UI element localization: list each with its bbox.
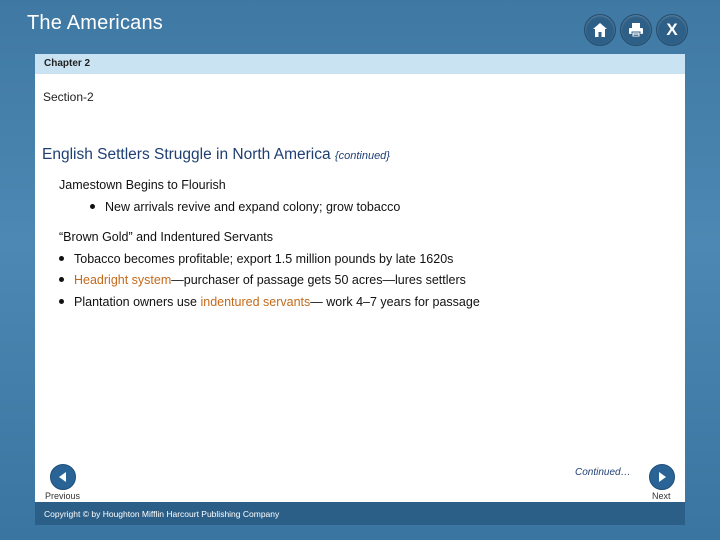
close-icon: X bbox=[666, 20, 678, 39]
close-button[interactable] bbox=[656, 14, 688, 46]
section-label: Section-2 bbox=[43, 90, 94, 104]
previous-button[interactable] bbox=[50, 464, 76, 490]
home-icon bbox=[591, 21, 609, 39]
bullet-text: Tobacco becomes profitable; export 1.5 million pounds by late 1620s bbox=[74, 252, 454, 266]
topic-brown-gold-title: “Brown Gold” and Indentured Servants bbox=[59, 230, 274, 244]
slide-content bbox=[35, 74, 685, 502]
footer-bar bbox=[35, 502, 685, 525]
bullet-text: — work 4–7 years for passage bbox=[310, 295, 480, 309]
term-headright-system[interactable]: Headright system bbox=[74, 273, 172, 287]
arrow-right-icon bbox=[655, 470, 669, 484]
previous-label[interactable]: Previous bbox=[45, 491, 81, 501]
list-item bbox=[90, 200, 400, 214]
bullet-text: New arrivals revive and expand colony; grow tobacco bbox=[105, 200, 401, 214]
bullet-text: Plantation owners use bbox=[74, 295, 201, 309]
copyright-text: Copyright © by Houghton Mifflin Harcourt Publishing Company bbox=[44, 509, 280, 519]
bullet-text: —purchaser of passage gets 50 acres—lures settlers bbox=[171, 273, 466, 287]
arrow-left-icon bbox=[56, 470, 70, 484]
bullet-icon bbox=[59, 299, 64, 304]
chapter-bar bbox=[35, 54, 685, 74]
term-indentured-servants[interactable]: indentured servants bbox=[200, 295, 311, 309]
list-item bbox=[59, 252, 453, 266]
bullet-icon bbox=[90, 204, 95, 209]
continued-tag: {continued} bbox=[334, 150, 390, 162]
next-button[interactable] bbox=[649, 464, 675, 490]
topic-jamestown-title: Jamestown Begins to Flourish bbox=[59, 178, 226, 192]
bullet-icon bbox=[59, 277, 64, 282]
list-item bbox=[59, 295, 480, 309]
print-button[interactable] bbox=[620, 14, 652, 46]
list-item bbox=[59, 273, 466, 287]
slide-heading-text: English Settlers Struggle in North America bbox=[42, 146, 331, 163]
continued-note: Continued… bbox=[575, 467, 631, 478]
print-icon bbox=[627, 21, 645, 39]
home-button[interactable] bbox=[584, 14, 616, 46]
next-label[interactable]: Next bbox=[652, 491, 671, 501]
app-title: The Americans bbox=[27, 12, 163, 34]
slide-heading bbox=[42, 146, 390, 164]
chapter-label: Chapter 2 bbox=[44, 58, 91, 69]
bullet-icon bbox=[59, 256, 64, 261]
